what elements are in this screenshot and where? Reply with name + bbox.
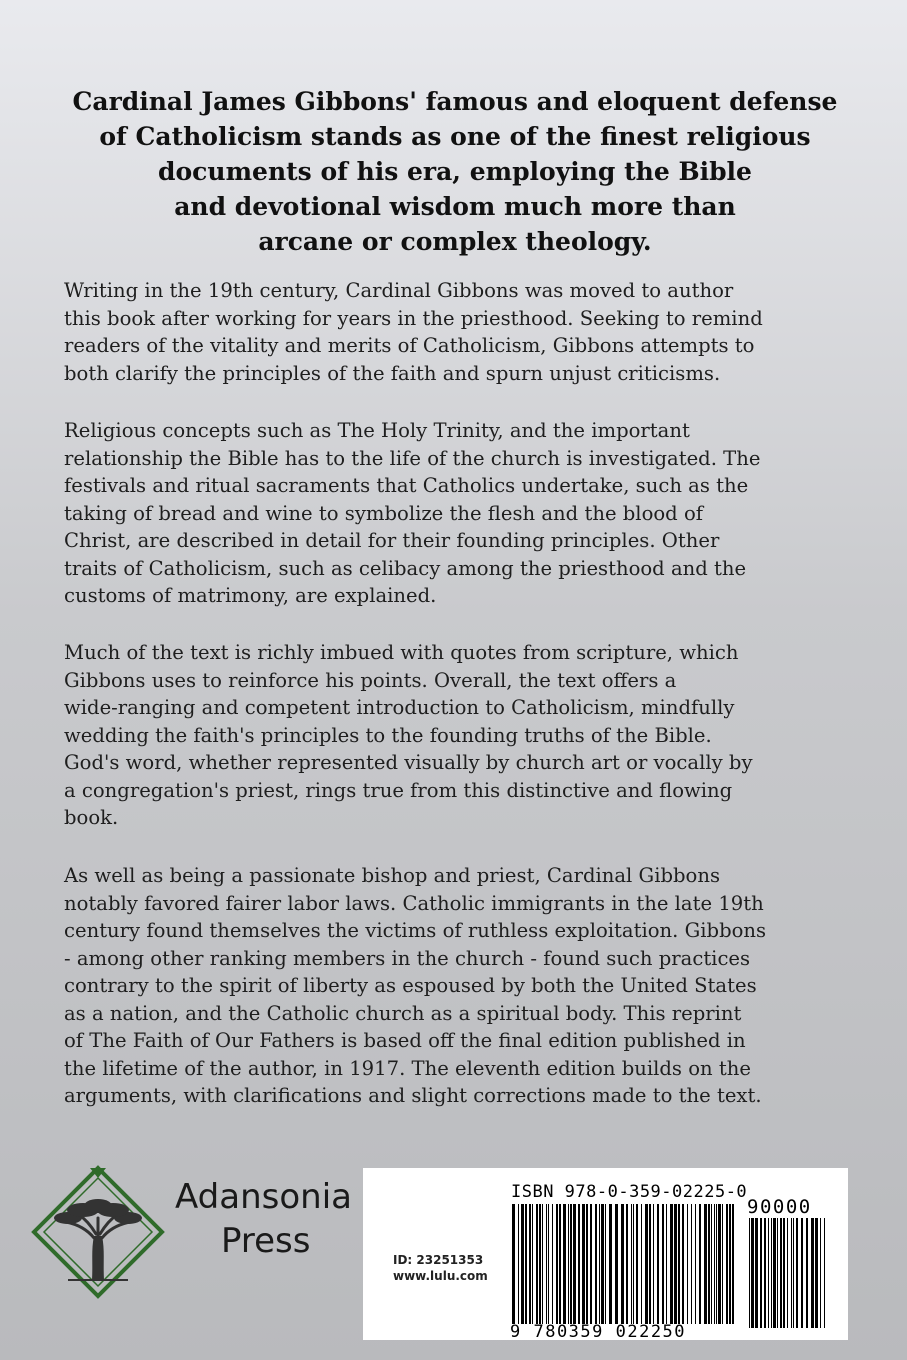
text-line: readers of the vitality and merits of Catholicism, Gibbons attempts to — [64, 334, 755, 357]
lede-paragraph — [60, 84, 850, 259]
barcode-bar — [714, 1204, 715, 1324]
text-line: God's word, whether represented visually by church art or vocally by — [64, 751, 753, 774]
barcode-panel — [363, 1168, 848, 1340]
barcode-bar — [708, 1204, 710, 1324]
barcode-bar — [536, 1204, 538, 1324]
barcode-bar — [599, 1204, 600, 1324]
barcode-bar — [777, 1218, 778, 1328]
text-line: As well as being a passionate bishop and priest, Cardinal Gibbons — [64, 864, 721, 887]
barcode-bar — [570, 1204, 572, 1324]
barcode-bar — [532, 1204, 533, 1324]
barcode-bar — [764, 1218, 766, 1328]
barcode-bar — [582, 1204, 585, 1324]
text-line: wedding the faith's principles to the founding truths of the Bible. — [64, 723, 712, 747]
text-line: Much of the text is richly imbued with quotes from scripture, which — [64, 641, 739, 664]
text-line: a congregation's priest, rings true from this distinctive and flowing — [64, 778, 733, 802]
text-line: taking of bread and wine to symbolize the flesh and the blood of — [64, 501, 703, 525]
text-line: arguments, with clarifications and slight corrections made to the text. — [64, 1084, 762, 1107]
barcode-bar — [653, 1204, 654, 1324]
text-line: notably favored fairer labor laws. Catholic immigrants in the late 19th — [64, 891, 764, 915]
barcode-bar — [666, 1204, 667, 1324]
ean-digits: 9 780359 022250 — [510, 1322, 687, 1342]
lede-line: of Catholicism stands as one of the finest religious — [99, 122, 811, 151]
lulu-url: www.lulu.com — [393, 1269, 488, 1283]
barcode-bar — [525, 1204, 527, 1324]
text-line: relationship the Bible has to the life of the church is investigated. The — [64, 446, 761, 470]
text-line: Writing in the 19th century, Cardinal Gibbons was moved to author — [64, 279, 734, 302]
barcode-bar — [631, 1204, 632, 1324]
barcode-bar — [811, 1218, 814, 1328]
barcode-bar — [718, 1204, 721, 1324]
barcode-bar — [552, 1204, 553, 1324]
text-line: Gibbons uses to reinforce his points. Overall, the text offers a — [64, 668, 677, 692]
addon-digits: 90000 — [747, 1196, 812, 1218]
barcode-bar — [726, 1204, 728, 1324]
text-line: both clarify the principles of the faith and spurn unjust criticisms. — [64, 361, 721, 385]
barcode-bar — [649, 1204, 651, 1324]
lulu-id: ID: 23251353 — [393, 1253, 484, 1267]
barcode-bar — [636, 1204, 638, 1324]
lede-line: and devotional wisdom much more than — [174, 192, 736, 221]
barcode-bar — [621, 1204, 624, 1324]
barcode-bar — [682, 1204, 684, 1324]
text-line: wide-ranging and competent introduction to Catholicism, mindfully — [64, 696, 735, 719]
barcode-bar — [729, 1204, 731, 1324]
lede-line: documents of his era, employing the Bible — [158, 157, 752, 186]
barcode-bar — [542, 1204, 543, 1324]
text-line: book. — [64, 806, 119, 829]
barcode-bar — [722, 1204, 723, 1324]
body-paragraph-4 — [64, 862, 864, 1110]
barcode-bar — [755, 1218, 758, 1328]
barcode-bar — [771, 1218, 772, 1328]
text-line: - among other ranking members in the church - found such practices — [64, 946, 751, 970]
body-paragraph-3 — [64, 639, 864, 832]
barcode-bar — [539, 1204, 541, 1324]
publisher-name-line2: Press — [221, 1221, 311, 1261]
text-line: traits of Catholicism, such as celibacy among the priesthood and the — [64, 556, 747, 580]
barcode-bar — [801, 1218, 803, 1328]
body-paragraph-1 — [64, 277, 864, 387]
barcode-bar — [711, 1204, 712, 1324]
text-line: century found themselves the victims of ruthless exploitation. Gibbons — [64, 919, 767, 942]
barcode-bar — [521, 1204, 524, 1324]
barcode-bar — [641, 1204, 642, 1324]
barcode-bar — [749, 1218, 750, 1328]
barcode-bar — [578, 1204, 580, 1324]
publisher-name-line1: Adansonia — [175, 1177, 352, 1217]
barcode-bar — [657, 1204, 659, 1324]
barcode-bar — [751, 1218, 754, 1328]
barcode-bar — [783, 1218, 785, 1328]
barcode-bar — [787, 1218, 788, 1328]
barcode-bar — [824, 1218, 825, 1328]
text-line: the lifetime of the author, in 1917. The eleventh edition builds on the — [64, 1056, 751, 1080]
barcode-bar — [678, 1204, 680, 1324]
text-line: contrary to the spirit of liberty as espoused by both the United States — [64, 974, 757, 997]
lede-line: arcane or complex theology. — [258, 227, 652, 256]
barcode-bar — [605, 1204, 606, 1324]
barcode-bar — [568, 1204, 569, 1324]
isbn-label: ISBN 978-0-359-02225-0 — [511, 1182, 748, 1202]
barcode-bar — [815, 1218, 818, 1328]
barcode-bar — [716, 1204, 717, 1324]
barcode-bar — [556, 1204, 558, 1324]
text-line: Religious concepts such as The Holy Trinity, and the important — [64, 419, 690, 442]
barcode-bar — [601, 1204, 604, 1324]
lulu-id-block — [393, 1252, 488, 1284]
barcode-bar — [633, 1204, 634, 1324]
barcode-bar — [820, 1218, 821, 1328]
barcode-bar — [546, 1204, 547, 1324]
body-paragraph-2 — [64, 417, 864, 610]
baobab-tree-icon — [28, 1162, 168, 1302]
barcode-bar — [563, 1204, 566, 1324]
text-line: festivals and ritual sacraments that Catholics undertake, such as the — [64, 474, 749, 497]
barcode-bar — [548, 1204, 549, 1324]
barcode-bar — [609, 1204, 612, 1324]
barcode-bar — [518, 1204, 519, 1324]
publisher-name — [175, 1175, 365, 1263]
barcode-bar — [691, 1204, 692, 1324]
barcode-bar — [512, 1204, 515, 1324]
barcode-bar — [626, 1204, 628, 1324]
addon-barcode — [747, 1218, 829, 1328]
barcode-bar — [662, 1204, 664, 1324]
barcode-bar — [573, 1204, 576, 1324]
barcode-bar — [793, 1218, 794, 1328]
text-line: of The Faith of Our Fathers is based off the final edition published in — [64, 1029, 746, 1052]
ean-barcode — [510, 1204, 738, 1324]
barcode-bar — [791, 1218, 792, 1328]
barcode-bar — [796, 1218, 798, 1328]
barcode-bar — [590, 1204, 592, 1324]
barcode-bar — [559, 1204, 561, 1324]
barcode-bar — [773, 1218, 776, 1328]
text-line: customs of matrimony, are explained. — [64, 584, 437, 607]
barcode-bar — [699, 1204, 701, 1324]
barcode-bar — [760, 1218, 762, 1328]
barcode-bar — [529, 1204, 531, 1324]
barcode-bar — [674, 1204, 677, 1324]
text-line: as a nation, and the Catholic church as a spiritual body. This reprint — [64, 1001, 742, 1025]
barcode-bar — [806, 1218, 808, 1328]
barcode-bar — [687, 1204, 688, 1324]
barcode-bar — [732, 1204, 734, 1324]
barcode-bar — [645, 1204, 648, 1324]
barcode-bar — [615, 1204, 618, 1324]
text-line: this book after working for years in the priesthood. Seeking to remind — [64, 306, 763, 330]
barcode-bar — [695, 1204, 696, 1324]
barcode-bar — [670, 1204, 673, 1324]
barcode-bar — [780, 1218, 782, 1328]
barcode-bar — [704, 1204, 707, 1324]
lede-line: Cardinal James Gibbons' famous and eloquent defense — [72, 87, 838, 116]
text-line: Christ, are described in detail for their founding principles. Other — [64, 529, 720, 552]
barcode-bar — [586, 1204, 588, 1324]
barcode-bar — [768, 1218, 769, 1328]
barcode-bar — [595, 1204, 597, 1324]
